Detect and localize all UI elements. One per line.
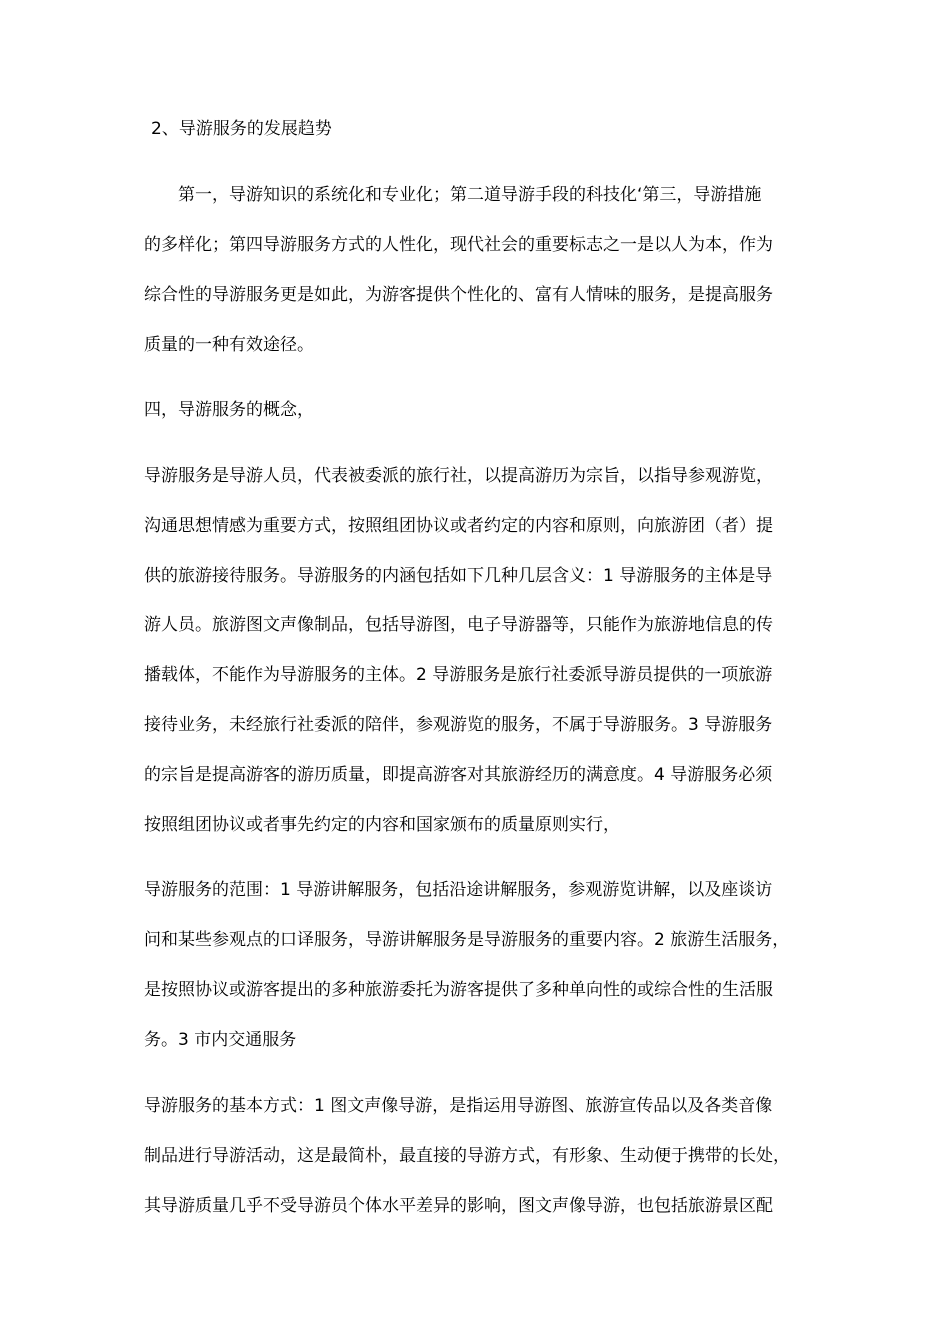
paragraph-line: 的宗旨是提高游客的游历质量，即提高游客对其旅游经历的满意度。4 导游服务必须 <box>144 765 773 785</box>
paragraph-line: 按照组团协议或者事先约定的内容和国家颁布的质量原则实行， <box>144 815 620 835</box>
paragraph-line: 是按照协议或游客提出的多种旅游委托为游客提供了多种单向性的或综合性的生活服 <box>144 980 773 1000</box>
paragraph-line: 的多样化；第四导游服务方式的人性化，现代社会的重要标志之一是以人为本，作为 <box>144 235 773 255</box>
paragraph-line: 导游服务的范围：1 导游讲解服务，包括沿途讲解服务，参观游览讲解，以及座谈访 <box>144 880 773 900</box>
paragraph-line: 接待业务，未经旅行社委派的陪伴，参观游览的服务，不属于导游服务。3 导游服务 <box>144 715 773 735</box>
paragraph-line: 质量的一种有效途径。 <box>144 335 314 355</box>
paragraph-line: 综合性的导游服务更是如此，为游客提供个性化的、富有人情味的服务，是提高服务 <box>144 285 773 305</box>
section-title: 四，导游服务的概念， <box>144 400 314 420</box>
paragraph-line: 务。3 市内交通服务 <box>144 1030 297 1050</box>
paragraph-line: 问和某些参观点的口译服务，导游讲解服务是导游服务的重要内容。2 旅游生活服务， <box>144 930 790 950</box>
section-heading: 2、导游服务的发展趋势 <box>151 119 332 139</box>
paragraph-line: 沟通思想情感为重要方式，按照组团协议或者约定的内容和原则，向旅游团（者）提 <box>144 516 773 536</box>
paragraph-line: 导游服务的基本方式：1 图文声像导游，是指运用导游图、旅游宣传品以及各类音像 <box>144 1096 773 1116</box>
paragraph-line: 第一，导游知识的系统化和专业化；第二道导游手段的科技化‘第三，导游措施 <box>178 185 762 205</box>
paragraph-line: 播载体，不能作为导游服务的主体。2 导游服务是旅行社委派导游员提供的一项旅游 <box>144 665 773 685</box>
paragraph-line: 导游服务是导游人员，代表被委派的旅行社，以提高游历为宗旨，以指导参观游览， <box>144 466 773 486</box>
paragraph-line: 游人员。旅游图文声像制品，包括导游图，电子导游器等，只能作为旅游地信息的传 <box>144 615 773 635</box>
paragraph-line: 供的旅游接待服务。导游服务的内涵包括如下几种几层含义：1 导游服务的主体是导 <box>144 566 773 586</box>
paragraph-line: 其导游质量几乎不受导游员个体水平差异的影响，图文声像导游，也包括旅游景区配 <box>144 1196 773 1216</box>
paragraph-line: 制品进行导游活动，这是最简朴，最直接的导游方式，有形象、生动便于携带的长处， <box>144 1146 790 1166</box>
